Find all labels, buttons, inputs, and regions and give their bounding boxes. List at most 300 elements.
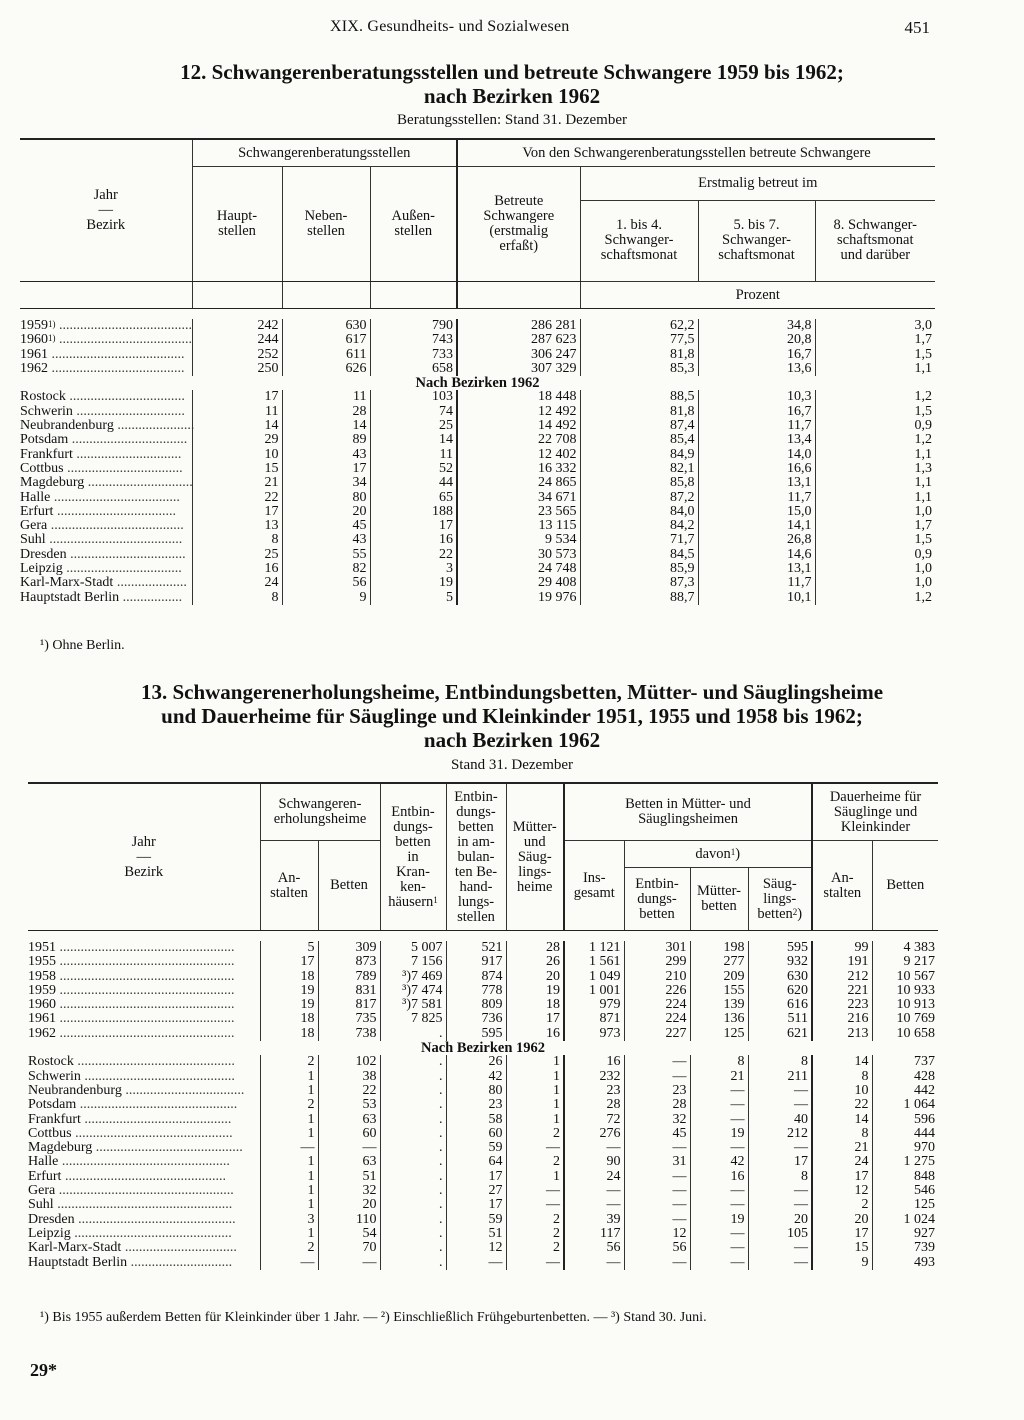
table13-cell: 5 007 — [380, 941, 446, 955]
table13-cell: 18 — [260, 1027, 318, 1041]
table12-cell: 1,2 — [815, 591, 935, 605]
table12-cell: 24 748 — [457, 562, 580, 576]
table13-cell: 24 — [812, 1155, 872, 1169]
table13-cell: 19 — [506, 984, 564, 998]
table13-row — [28, 1170, 938, 1184]
table13-cell: . — [380, 1184, 446, 1198]
table13-cell: . — [380, 1141, 446, 1155]
table13-cell: — — [690, 1084, 748, 1098]
table13-cell: — — [624, 1170, 690, 1184]
table12-cell: 14,1 — [698, 519, 815, 533]
table13-cell: — — [748, 1184, 812, 1198]
table12-cell: 1,1 — [815, 362, 935, 376]
table13-cell: 17 — [446, 1170, 506, 1184]
table13-cell: 22 — [318, 1084, 380, 1098]
table13-cell: 9 — [812, 1256, 872, 1270]
table13-row-label: 1951 .................................................. — [28, 940, 235, 955]
table12-cell: 617 — [282, 333, 370, 347]
table13-cell: 4 383 — [872, 941, 938, 955]
table13-row-label: 1960 .................................................. — [28, 997, 235, 1013]
table13-cell: 21 — [690, 1070, 748, 1084]
table12-cell: 71,7 — [580, 533, 698, 547]
table13-cell: 19 — [260, 984, 318, 998]
table13-row-label: Rostock ............................................. — [28, 1054, 235, 1070]
table13-cell: 299 — [624, 955, 690, 969]
table12-cell: 14,0 — [698, 448, 815, 462]
table12-cell: 14 — [282, 419, 370, 433]
table13-row-label: 1961 .................................................. — [28, 1011, 235, 1027]
table12-subtitle: Beratungsstellen: Stand 31. Dezember — [397, 112, 627, 128]
table13-group-betten-heime: Betten in Mütter- und Säuglingsheimen — [564, 783, 812, 841]
table13-cell: 778 — [446, 984, 506, 998]
table12-cell: 611 — [282, 348, 370, 362]
table12-cell: 13,1 — [698, 476, 815, 490]
table12-col-aussenstellen: Außen- stellen — [370, 167, 457, 282]
table12-row — [20, 476, 935, 490]
table12-col-betreute: Betreute Schwangere (erstmalig erfaßt) — [457, 167, 580, 282]
table12-cell: 65 — [370, 491, 457, 505]
table12-cell: 286 281 — [457, 319, 580, 333]
table12-cell: 16 332 — [457, 462, 580, 476]
table13-cell: . — [380, 1084, 446, 1098]
table12-cell: 29 408 — [457, 576, 580, 590]
table13-row-label: Potsdam ............................................. — [28, 1097, 238, 1113]
table12-group-beratungsstellen: Schwangerenberatungsstellen — [192, 139, 457, 167]
table13-cell: 19 — [260, 998, 318, 1012]
table13-cell: 2 — [260, 1098, 318, 1112]
table12-cell: 85,3 — [580, 362, 698, 376]
table13-cell: 10 — [812, 1084, 872, 1098]
table13-cell: 212 — [812, 970, 872, 984]
table12-cell: 25 — [192, 548, 282, 562]
table13-cell: 125 — [872, 1198, 938, 1212]
table13-cell: 738 — [318, 1027, 380, 1041]
table13-cell: 212 — [748, 1127, 812, 1141]
table12-cell: 10,3 — [698, 390, 815, 404]
table13-cell: 18 — [260, 970, 318, 984]
table13-cell: 60 — [318, 1127, 380, 1141]
table13-row-label: Erfurt .............................................. — [28, 1168, 226, 1184]
table12-cell: 87,4 — [580, 419, 698, 433]
table13-col-ambulant: Entbin- dungs- betten in am- bulan- ten Be- hand- lungs- stellen — [446, 783, 506, 931]
table13-cell: 927 — [872, 1227, 938, 1241]
table13-cell: 19 — [690, 1127, 748, 1141]
table13-cell: 155 — [690, 984, 748, 998]
table12-cell: 244 — [192, 333, 282, 347]
table12-cell: 24 — [192, 576, 282, 590]
table12-cell: 55 — [282, 548, 370, 562]
table13-cell: 630 — [748, 970, 812, 984]
table13-cell: 223 — [812, 998, 872, 1012]
table13-cell: — — [260, 1256, 318, 1270]
table12-row — [20, 405, 935, 419]
table13-row — [28, 998, 938, 1012]
table13-row-label: Gera .................................................. — [28, 1183, 234, 1199]
table13-cell: 8 — [748, 1170, 812, 1184]
table13-row — [28, 1141, 938, 1155]
table13-cell: 2 — [260, 1241, 318, 1255]
table12-cell: 62,2 — [580, 319, 698, 333]
table12-cell: 21 — [192, 476, 282, 490]
table13-cell: — — [690, 1227, 748, 1241]
table13-row — [28, 1155, 938, 1169]
section-heading: XIX. Gesundheits- und Sozialwesen — [330, 18, 570, 35]
table12-cell: 306 247 — [457, 348, 580, 362]
table12-cell: 1,7 — [815, 519, 935, 533]
table12-title — [40, 60, 984, 108]
table13-cell: 23 — [564, 1084, 624, 1098]
table13-cell: 493 — [872, 1256, 938, 1270]
table13-cell: 2 — [260, 1055, 318, 1069]
table12-cell: 84,0 — [580, 505, 698, 519]
table13-cell: 1 049 — [564, 970, 624, 984]
table13-col-betten1: Betten — [318, 841, 380, 931]
table13-cell: — — [624, 1256, 690, 1270]
table12-row-label: Karl-Marx-Stadt .................... — [20, 575, 187, 591]
table12-cell: 30 573 — [457, 548, 580, 562]
table13-cell: 99 — [812, 941, 872, 955]
table12-cell: 29 — [192, 433, 282, 447]
table13-cell: 210 — [624, 970, 690, 984]
table13-cell: 1 — [260, 1113, 318, 1127]
table13-cell: 10 913 — [872, 998, 938, 1012]
table12-row-label: Hauptstadt Berlin ................. — [20, 589, 183, 605]
table12-cell: 1,2 — [815, 433, 935, 447]
table12-row-label: Dresden ................................. — [20, 546, 186, 562]
table12-row — [20, 319, 935, 333]
table12-row — [20, 333, 935, 347]
table12-cell: 1,0 — [815, 562, 935, 576]
table13-cell: 7 825 — [380, 1012, 446, 1026]
table12-cell: 242 — [192, 319, 282, 333]
table13-cell: 45 — [624, 1127, 690, 1141]
table12-cell: 89 — [282, 433, 370, 447]
table13-cell: 1 — [260, 1127, 318, 1141]
table12-row — [20, 462, 935, 476]
table12-section-label: Nach Bezirken 1962 — [415, 375, 540, 392]
table13-cell: — — [748, 1241, 812, 1255]
table12-body — [20, 309, 935, 605]
table13-cell: 817 — [318, 998, 380, 1012]
table12-cell: 1,0 — [815, 576, 935, 590]
table13-cell: — — [748, 1098, 812, 1112]
table13-cell: 620 — [748, 984, 812, 998]
table13-row-label: Neubrandenburg .................................. — [28, 1082, 245, 1098]
table12-cell: 630 — [282, 319, 370, 333]
table13-cell: 1 — [260, 1155, 318, 1169]
table13-cell: 56 — [624, 1241, 690, 1255]
table13-cell: 59 — [446, 1141, 506, 1155]
table13-cell: 9 217 — [872, 955, 938, 969]
table13-row-label: 1959 .................................................. — [28, 982, 235, 998]
table12-cell: 18 448 — [457, 390, 580, 404]
table12-cell: 1,5 — [815, 348, 935, 362]
table13-cell: 136 — [690, 1012, 748, 1026]
signature-mark: 29* — [30, 1360, 57, 1380]
table13-cell: — — [506, 1184, 564, 1198]
table12-cell: 11,7 — [698, 576, 815, 590]
table12-col-m1-4: 1. bis 4. Schwanger- schaftsmonat — [580, 200, 698, 281]
table13-cell: 2 — [506, 1227, 564, 1241]
table13-cell: 8 — [748, 1055, 812, 1069]
table13-cell: 139 — [690, 998, 748, 1012]
table12-cell: 13,4 — [698, 433, 815, 447]
table12-cell: 16,7 — [698, 405, 815, 419]
table13-cell: 26 — [446, 1055, 506, 1069]
table13-cell: — — [690, 1141, 748, 1155]
table13-cell: — — [690, 1198, 748, 1212]
table13-cell: 12 — [812, 1184, 872, 1198]
table12-cell: 84,2 — [580, 519, 698, 533]
table13-cell: . — [380, 1027, 446, 1041]
table13-cell: 213 — [812, 1027, 872, 1041]
table13-row — [28, 984, 938, 998]
table13-cell: 2 — [506, 1127, 564, 1141]
table13-cell: — — [624, 1055, 690, 1069]
table13-cell: 1 — [260, 1170, 318, 1184]
table12-cell: 1,5 — [815, 405, 935, 419]
table13-cell: 546 — [872, 1184, 938, 1198]
table12-cell: 85,4 — [580, 433, 698, 447]
table13-cell: 90 — [564, 1155, 624, 1169]
table13-cell: 226 — [624, 984, 690, 998]
table12-row — [20, 419, 935, 433]
table12-cell: 3 — [370, 562, 457, 576]
table13-cell: 17 — [506, 1012, 564, 1026]
table12-cell: 1,2 — [815, 390, 935, 404]
table13-cell: 277 — [690, 955, 748, 969]
table12-cell: 17 — [192, 390, 282, 404]
table12-row — [20, 505, 935, 519]
table12-cell: 16 — [370, 533, 457, 547]
table13-cell: 32 — [318, 1184, 380, 1198]
table12-cell: 81,8 — [580, 405, 698, 419]
table13-cell: 54 — [318, 1227, 380, 1241]
table13-row-label: Karl-Marx-Stadt ................................ — [28, 1240, 237, 1256]
table12-cell: 45 — [282, 519, 370, 533]
table13-cell: . — [380, 1213, 446, 1227]
table13-cell: 511 — [748, 1012, 812, 1026]
table13-cell: 444 — [872, 1127, 938, 1141]
table13-cell: 1 — [506, 1070, 564, 1084]
table13-cell: — — [506, 1141, 564, 1155]
table12-cell: 34,8 — [698, 319, 815, 333]
table13-cell: 2 — [506, 1155, 564, 1169]
table13-cell: 5 — [260, 941, 318, 955]
table12-cell: 24 865 — [457, 476, 580, 490]
table12-cell: 1,5 — [815, 533, 935, 547]
table13-cell: 59 — [446, 1213, 506, 1227]
table13-cell: 831 — [318, 984, 380, 998]
table13-cell: 27 — [446, 1184, 506, 1198]
table13-cell: 64 — [446, 1155, 506, 1169]
table12-cell: 733 — [370, 348, 457, 362]
table12-cell: 80 — [282, 491, 370, 505]
table13-cell: 1 — [260, 1198, 318, 1212]
table13-cell: ³)7 474 — [380, 984, 446, 998]
table12-cell: 13 — [192, 519, 282, 533]
table12-cell: 14 — [370, 433, 457, 447]
table13-row — [28, 1012, 938, 1026]
table12-cell: 13 115 — [457, 519, 580, 533]
table12-cell: 87,3 — [580, 576, 698, 590]
table12-row — [20, 533, 935, 547]
table12-cell: 26,8 — [698, 533, 815, 547]
table13-cell: 224 — [624, 998, 690, 1012]
table13-cell: — — [506, 1198, 564, 1212]
table13-title-line2: und Dauerheime für Säuglinge und Kleinkinder 1951, 1955 und 1958 bis 1962; — [161, 704, 863, 728]
table13-cell: 1 — [260, 1184, 318, 1198]
table13-cell: 1 — [260, 1227, 318, 1241]
table13-row-label: Dresden ............................................. — [28, 1211, 236, 1227]
table12-cell: 88,5 — [580, 390, 698, 404]
table12-cell: 85,8 — [580, 476, 698, 490]
table13-cell: 595 — [446, 1027, 506, 1041]
table13-cell: — — [624, 1141, 690, 1155]
table12-cell: 17 — [282, 462, 370, 476]
table12-cell: 14,6 — [698, 548, 815, 562]
table13-cell: 16 — [564, 1055, 624, 1069]
table13-cell: 39 — [564, 1213, 624, 1227]
table13-cell: 16 — [690, 1170, 748, 1184]
table13-row-label: 1962 .................................................. — [28, 1025, 235, 1041]
table13-cell: 15 — [812, 1241, 872, 1255]
table13-cell: 63 — [318, 1113, 380, 1127]
table13-body — [28, 931, 938, 1270]
table13-cell: — — [506, 1256, 564, 1270]
table13-cell: — — [748, 1084, 812, 1098]
table12-cell: 10 — [192, 448, 282, 462]
table13-col-entbindungsbetten: Entbin- dungs- betten — [624, 868, 690, 931]
table13-cell: — — [624, 1198, 690, 1212]
table13-cell: 23 — [446, 1098, 506, 1112]
table13-footnote: ¹) Bis 1955 außerdem Betten für Kleinkinder über 1 Jahr. — ²) Einschließlich Frühgeburtenbetten. — ³) Stand 30. Juni. — [40, 1310, 707, 1325]
table13-cell: . — [380, 1098, 446, 1112]
table12-cell: 16,7 — [698, 348, 815, 362]
table12-cell: 3,0 — [815, 319, 935, 333]
table12-row-label: Frankfurt .............................. — [20, 446, 182, 462]
table13-cell: 979 — [564, 998, 624, 1012]
table12-cell: 23 565 — [457, 505, 580, 519]
table13-cell: 211 — [748, 1070, 812, 1084]
table13-cell: — — [564, 1184, 624, 1198]
table12-cell: 12 402 — [457, 448, 580, 462]
table12-row-label: Suhl ...................................... — [20, 532, 183, 548]
table12-row — [20, 562, 935, 576]
table12-cell: 287 623 — [457, 333, 580, 347]
table13-cell: 1 561 — [564, 955, 624, 969]
table12-cell: 74 — [370, 405, 457, 419]
table13-stub-head: Jahr — Bezirk — [28, 783, 260, 931]
table12-cell: 85,9 — [580, 562, 698, 576]
table12-group-betreute: Von den Schwangerenberatungsstellen betreute Schwangere — [457, 139, 935, 167]
table12-cell: 8 — [192, 591, 282, 605]
table13-cell: 1 — [506, 1055, 564, 1069]
table13-cell: 932 — [748, 955, 812, 969]
table12-title-line1: 12. Schwangerenberatungsstellen und betreute Schwangere 1959 bis 1962; — [180, 60, 844, 84]
table13-group-erholungsheime: Schwangeren- erholungsheime — [260, 783, 380, 841]
table12-cell: 22 708 — [457, 433, 580, 447]
table13-cell: 117 — [564, 1227, 624, 1241]
table12-row — [20, 576, 935, 590]
table12-row-label: Cottbus ................................. — [20, 460, 183, 476]
table12-cell: 12 492 — [457, 405, 580, 419]
table12-row-label: 1959$^{1)}$ ...................................... — [20, 318, 192, 333]
table13-cell: 1 — [260, 1070, 318, 1084]
table12-unit-prozent: Prozent — [580, 282, 935, 309]
table13-cell: 20 — [506, 970, 564, 984]
table13-cell: 221 — [812, 984, 872, 998]
table13-cell: — — [690, 1113, 748, 1127]
table13-row — [28, 955, 938, 969]
table13-cell: — — [690, 1256, 748, 1270]
table12-cell: 307 329 — [457, 362, 580, 376]
table13-row — [28, 941, 938, 955]
table13-row-label: 1958 .................................................. — [28, 968, 235, 984]
table13-cell: 18 — [260, 1012, 318, 1026]
table12-cell: 52 — [370, 462, 457, 476]
table13-group-dauerheime: Dauerheime für Säuglinge und Kleinkinder — [812, 783, 938, 841]
table13-cell: 20 — [748, 1213, 812, 1227]
table13-cell: — — [748, 1198, 812, 1212]
table13-cell: 38 — [318, 1070, 380, 1084]
table12-col-nebenstellen: Neben- stellen — [282, 167, 370, 282]
table12-cell: 15 — [192, 462, 282, 476]
table13-cell: 232 — [564, 1070, 624, 1084]
table13-cell: 42 — [690, 1155, 748, 1169]
table13-cell: — — [446, 1256, 506, 1270]
table13-row-label: Leipzig ............................................. — [28, 1225, 232, 1241]
table13-cell: 737 — [872, 1055, 938, 1069]
table13-cell: 191 — [812, 955, 872, 969]
table12-cell: 43 — [282, 533, 370, 547]
table13-cell: 973 — [564, 1027, 624, 1041]
table12-cell: 19 976 — [457, 591, 580, 605]
table13-cell: 10 567 — [872, 970, 938, 984]
table12-cell: 34 671 — [457, 491, 580, 505]
table12-cell: 15,0 — [698, 505, 815, 519]
table13-cell: 1 — [260, 1084, 318, 1098]
table12-col-m8: 8. Schwanger- schaftsmonat und darüber — [815, 200, 935, 281]
table12-row-label: 1960$^{1)}$ ...................................... — [20, 332, 192, 348]
table13-cell: 970 — [872, 1141, 938, 1155]
table13-cell: 51 — [318, 1170, 380, 1184]
table13-cell: 2 — [812, 1198, 872, 1212]
table13-cell: 19 — [690, 1213, 748, 1227]
table13-cell: 309 — [318, 941, 380, 955]
table12-cell: 1,1 — [815, 448, 935, 462]
table13-cell: 7 156 — [380, 955, 446, 969]
table13-cell: — — [690, 1241, 748, 1255]
table12-row — [20, 390, 935, 404]
table13 — [28, 782, 938, 1270]
table13-cell: 1 275 — [872, 1155, 938, 1169]
table13-cell: 24 — [564, 1170, 624, 1184]
table13-cell: 28 — [624, 1098, 690, 1112]
table13-title — [40, 680, 984, 752]
table13-cell: 17 — [812, 1170, 872, 1184]
table13-cell: — — [624, 1070, 690, 1084]
table12-cell: 250 — [192, 362, 282, 376]
table13-row — [28, 1055, 938, 1069]
table13-cell: 8 — [812, 1127, 872, 1141]
table12-cell: 626 — [282, 362, 370, 376]
table13-row — [28, 1113, 938, 1127]
table12-col-hauptstellen: Haupt- stellen — [192, 167, 282, 282]
table13-davon: davon$^1$) — [624, 841, 812, 868]
table13-cell: . — [380, 1113, 446, 1127]
table12-cell: 11,7 — [698, 419, 815, 433]
